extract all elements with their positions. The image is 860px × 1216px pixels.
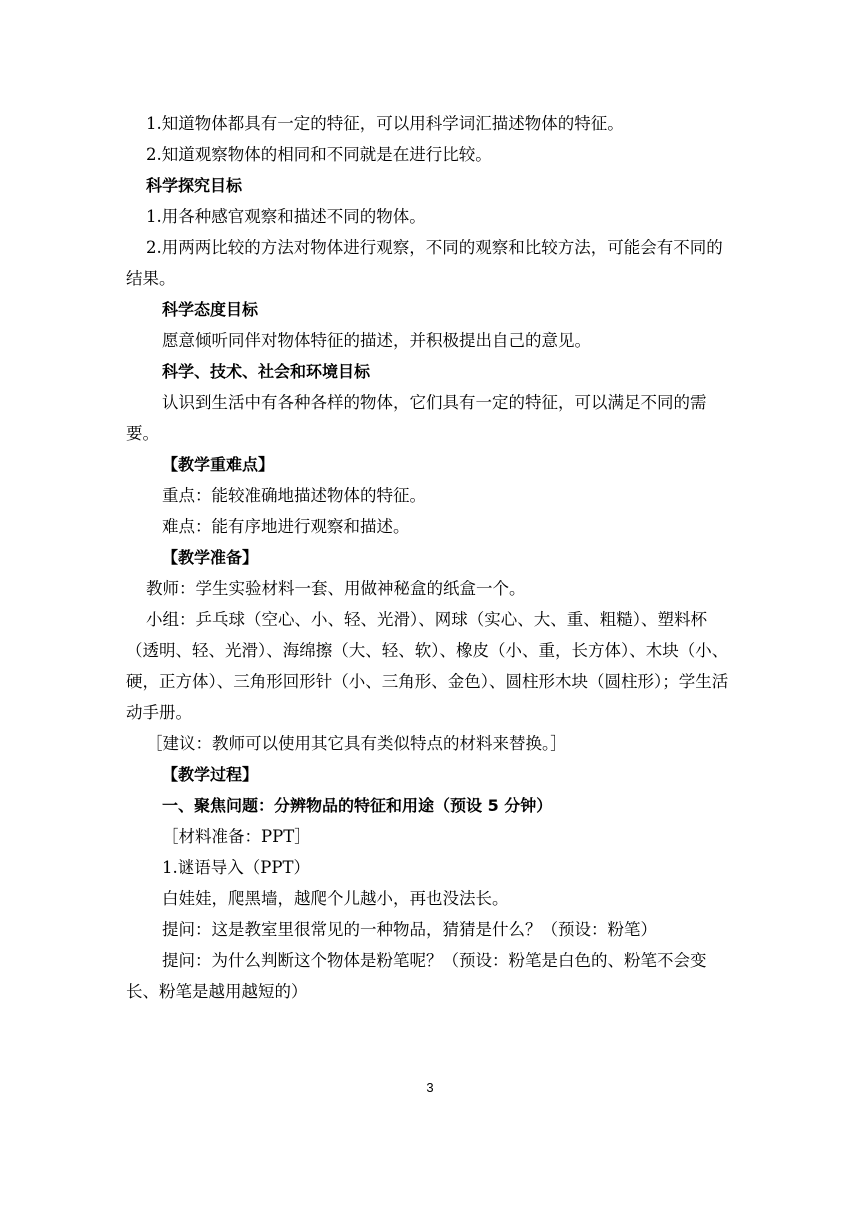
- attitude-goal-text: 愿意倾听同伴对物体特征的描述，并积极提出自己的意见。: [162, 331, 591, 350]
- question-1: 提问：这是教室里很常见的一种物品，猜猜是什么？（预设：粉笔）: [162, 920, 657, 939]
- heading-preparation: 【教学准备】: [162, 548, 259, 567]
- heading-focus-question: 一、聚焦问题：分辨物品的特征和用途（预设 5 分钟）: [162, 796, 553, 815]
- riddle-text: 白娃娃，爬黑墙，越爬个儿越小，再也没法长。: [162, 889, 509, 908]
- key-point: 重点：能较准确地描述物体的特征。: [162, 486, 426, 505]
- heading-attitude-goals: 科学态度目标: [162, 300, 259, 319]
- group-materials: 小组：乒乓球（空心、小、轻、光滑）、网球（实心、大、重、粗糙）、塑料杯（透明、轻、光滑）、海绵擦（大、轻、软）、橡皮（小、重，长方体）、木块（小、硬，正方体）、三角形回形针（小、三角形、金色）、圆柱形木块（圆柱形）；学生活动手册。: [126, 610, 729, 722]
- heading-inquiry-goals: 科学探究目标: [146, 176, 243, 195]
- page-content: [126, 108, 736, 1007]
- material-prep: ［材料准备：PPT］: [162, 827, 311, 846]
- heading-key-points: 【教学重难点】: [162, 455, 275, 474]
- page-number: 3: [426, 1080, 434, 1095]
- objective-2: 2.知道观察物体的相同和不同就是在进行比较。: [146, 145, 492, 164]
- inquiry-goal-1: 1.用各种感官观察和描述不同的物体。: [146, 207, 426, 226]
- difficult-point: 难点：能有序地进行观察和描述。: [162, 517, 410, 536]
- material-suggestion: ［建议：教师可以使用其它具有类似特点的材料来替换。］: [146, 734, 567, 753]
- inquiry-goal-2: 2.用两两比较的方法对物体进行观察，不同的观察和比较方法，可能会有不同的结果。: [126, 238, 723, 288]
- teacher-materials: 教师：学生实验材料一套、用做神秘盒的纸盒一个。: [146, 579, 526, 598]
- stse-goal-text: 认识到生活中有各种各样的物体，它们具有一定的特征，可以满足不同的需要。: [126, 393, 707, 443]
- question-2: 提问：为什么判断这个物体是粉笔呢？（预设：粉笔是白色的、粉笔不会变长、粉笔是越用越短的）: [126, 951, 707, 1001]
- heading-stse-goals: 科学、技术、社会和环境目标: [162, 362, 371, 381]
- riddle-intro: 1.谜语导入（PPT）: [162, 858, 310, 877]
- objective-1: 1.知道物体都具有一定的特征，可以用科学词汇描述物体的特征。: [146, 114, 624, 133]
- heading-process: 【教学过程】: [162, 765, 259, 784]
